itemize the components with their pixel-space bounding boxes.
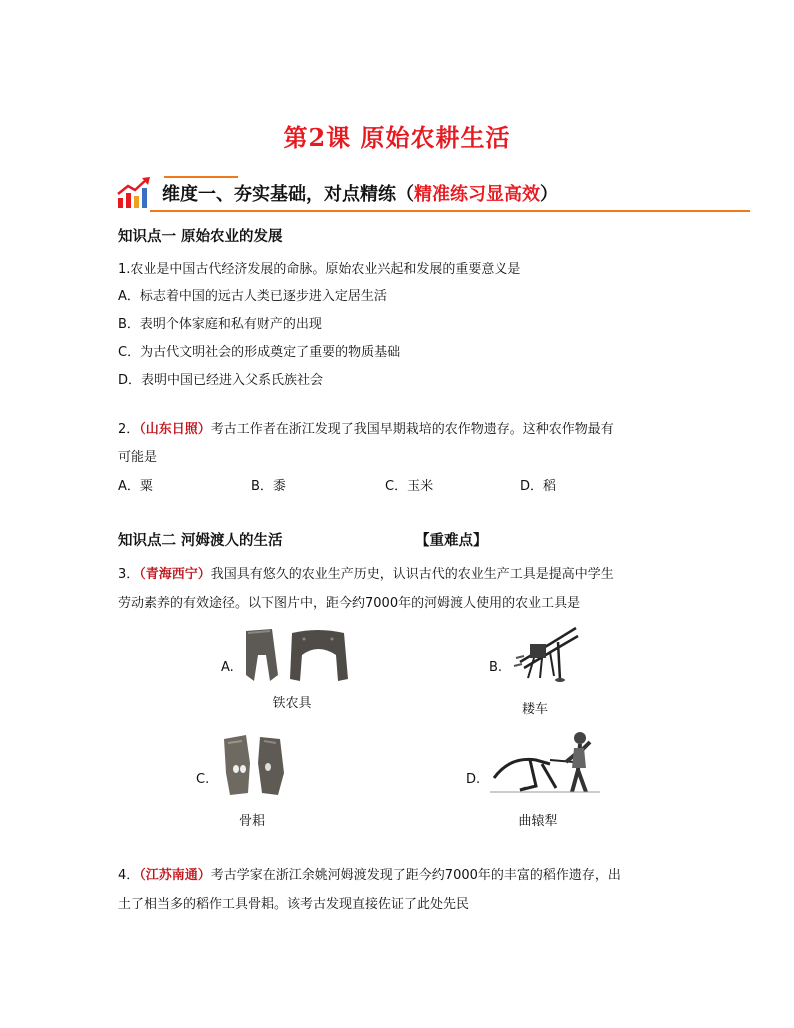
heading-underline xyxy=(150,210,750,212)
q1-stem: 1.农业是中国古代经济发展的命脉。原始农业兴起和发展的重要意义是 xyxy=(118,262,521,277)
q3-caption-c: 骨耜 xyxy=(238,814,265,829)
q3-caption-b: 耧车 xyxy=(521,702,548,717)
q4-stem: 4．（江苏南通）考古学家在浙江余姚河姆渡发现了距今约7000年的丰富的稻作遗存，出 xyxy=(118,868,621,883)
knowledge-point-2-title: 知识点二 河姆渡人的生活 xyxy=(118,533,283,549)
seed-drill-image xyxy=(510,622,580,684)
difficulty-tag: 【重难点】 xyxy=(415,533,488,549)
q3-source: （青海西宁） xyxy=(139,567,211,582)
q3-letter-c: C. xyxy=(196,772,210,787)
q2-option-c: C．玉米 xyxy=(385,479,434,494)
q3-stem: 3．（青海西宁）我国具有悠久的农业生产历史，认识古代的农业生产工具是提高中学生 xyxy=(118,567,614,582)
heading-accent-line xyxy=(164,176,238,178)
q1-option-c: C．为古代文明社会的形成奠定了重要的物质基础 xyxy=(118,345,401,360)
knowledge-point-1-title: 知识点一 原始农业的发展 xyxy=(118,229,283,245)
curved-plow-image xyxy=(490,730,600,796)
q3-letter-a: A. xyxy=(221,660,234,675)
q2-option-d: D．稻 xyxy=(520,479,557,494)
page-title: 第2课 原始农耕生活 xyxy=(283,123,511,152)
q3-letter-d: D. xyxy=(466,772,481,787)
q3-letter-b: B. xyxy=(489,660,503,675)
q2-option-a: A．粟 xyxy=(118,479,153,494)
q2-option-b: B．黍 xyxy=(251,479,286,494)
bone-si-image xyxy=(218,733,288,797)
q4-source: （江苏南通） xyxy=(139,868,211,883)
q1-option-a: A．标志着中国的远古人类已逐步进入定居生活 xyxy=(118,289,387,304)
q2-stem-cont: 可能是 xyxy=(118,450,158,465)
q2-source: （山东日照） xyxy=(139,422,211,437)
q1-option-b: B．表明个体家庭和私有财产的出现 xyxy=(118,317,322,332)
q1-option-d: D．表明中国已经进入父系氏族社会 xyxy=(118,373,324,388)
q3-caption-a: 铁农具 xyxy=(272,696,312,711)
iron-tools-image xyxy=(242,625,352,685)
dimension-heading: 维度一、夯实基础，对点精练（精准练习显高效） xyxy=(162,184,558,205)
q2-stem: 2．（山东日照）考古工作者在浙江发现了我国早期栽培的农作物遗存。这种农作物最有 xyxy=(118,422,614,437)
q3-stem-cont: 劳动素养的有效途径。以下图片中，距今约7000年的河姆渡人使用的农业工具是 xyxy=(118,596,581,611)
chart-growth-icon xyxy=(116,176,152,210)
q3-caption-d: 曲辕犁 xyxy=(518,814,558,829)
q4-stem-cont: 土了相当多的稻作工具骨耜。该考古发现直接佐证了此处先民 xyxy=(118,897,470,912)
